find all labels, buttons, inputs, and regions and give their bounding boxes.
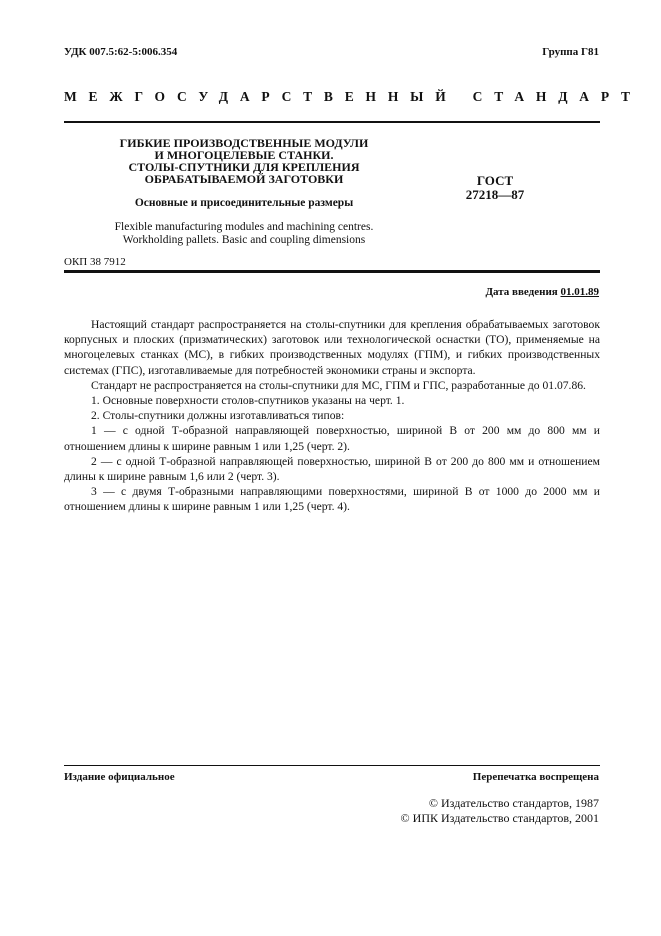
paragraph: Настоящий стандарт распространяется на столы-спутники для крепления обрабатываемых заготовок корпусных и плоских (призматических) заготовок или технологической оснастки (ТО), применяемые на многоцелевых станках (МС), в гибких производственных модулях (ГПМ), и гибких производственных системах (ГПС), изготавливаемые для потребностей экономики страны и экспорта. [64,318,600,377]
paragraph: 2. Столы-спутники должны изготавливаться типов: [91,409,345,423]
footer-rule [64,765,600,766]
title-line: И МНОГОЦЕЛЕВЫЕ СТАНКИ. [154,148,334,162]
reprint-notice: Перепечатка воспрещена [472,771,599,783]
effective-date [485,286,599,298]
title-line: СТОЛЫ-СПУТНИКИ ДЛЯ КРЕПЛЕНИЯ [128,160,360,174]
copyright-line: © Издательство стандартов, 1987 [428,796,599,810]
banner-rule [64,121,600,123]
document-body [64,317,600,515]
gost-label: ГОСТ [476,173,514,188]
english-title [64,221,424,247]
title-line: ОБРАБАТЫВАЕМОЙ ЗАГОТОВКИ [144,172,344,186]
okp-code: ОКП 38 7912 [64,256,126,268]
copyright-block [401,796,599,826]
gost-designation [440,174,550,202]
copyright-line: © ИПК Издательство стандартов, 2001 [400,811,599,825]
official-edition: Издание официальное [64,771,175,783]
effective-date-label: Дата введения [485,286,561,298]
document-title [64,137,424,185]
title-line: ГИБКИЕ ПРОИЗВОДСТВЕННЫЕ МОДУЛИ [119,136,369,150]
paragraph: 3 — с двумя Т-образными направляющими поверхностями, шириной B от 1000 до 2000 мм и отношением длины к ширине равным 1 или 1,25 (черт. 4). [64,485,600,514]
paragraph: 1 — с одной Т-образной направляющей поверхностью, шириной B от 200 мм до 800 мм и отношением длины к ширине равным 1 или 1,25 (черт. 2). [64,424,600,453]
document-subtitle: Основные и присоединительные размеры [134,197,354,209]
group-code: Группа Г81 [542,46,599,58]
english-title-line: Flexible manufacturing modules and machining centres. [114,221,374,233]
effective-date-value: 01.01.89 [560,286,599,298]
gost-number: 27218—87 [465,187,525,202]
standard-banner: МЕЖГОСУДАРСТВЕННЫЙ СТАНДАРТ [64,89,642,104]
english-title-line: Workholding pallets. Basic and coupling dimensions [122,234,366,246]
header-rule [64,270,600,273]
udk-code: УДК 007.5:62-5:006.354 [64,46,178,58]
paragraph: 1. Основные поверхности столов-спутников указаны на черт. 1. [91,394,405,408]
paragraph: Стандарт не распространяется на столы-спутники для МС, ГПМ и ГПС, разработанные до 01.07.86. [91,378,586,392]
paragraph: 2 — с одной Т-образной направляющей поверхностью, шириной B от 200 до 800 мм и отношением длины к ширине равным 1,6 или 2 (черт. 3). [64,454,600,484]
